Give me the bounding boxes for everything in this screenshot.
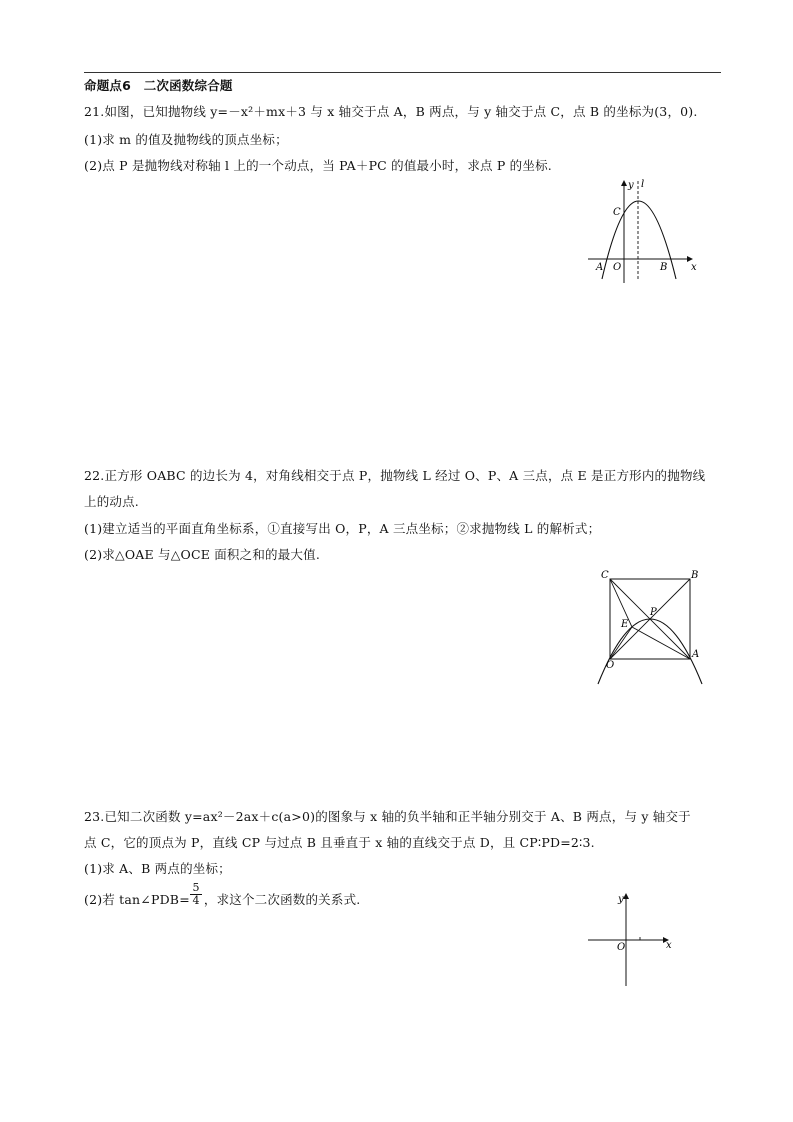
q22-part1: (1)建立适当的平面直角坐标系，①直接写出 O，P，A 三点坐标；②求抛物线 L 的解析式； <box>84 521 601 536</box>
q21-part1: (1)求 m 的值及抛物线的顶点坐标； <box>84 132 288 147</box>
q22-figure <box>594 566 706 688</box>
q21-label-B: B <box>660 262 668 273</box>
q23-part1: (1)求 A、B 两点的坐标； <box>84 861 231 876</box>
q21-label-l: l <box>641 179 645 190</box>
q22-segment-OE <box>610 627 632 659</box>
q22-label-B: B <box>691 570 699 581</box>
q23-label-O: O <box>617 942 626 953</box>
q23-part2-prefix: (2)若 tan∠PDB= <box>84 892 190 907</box>
q21-stem: 21.如图，已知抛物线 y=－x²＋mx＋3 与 x 轴交于点 A，B 两点，与 y 轴交于点 C，点 B 的坐标为(3，0). <box>84 104 698 119</box>
header-rule <box>84 72 721 73</box>
q23-fraction-denominator: 4 <box>192 894 200 907</box>
q22-parabola <box>598 619 702 684</box>
q23-part2-suffix: ，求这个二次函数的关系式. <box>203 892 361 907</box>
q22-label-A: A <box>692 649 700 660</box>
q22-part2: (2)求△OAE 与△OCE 面积之和的最大值. <box>84 547 320 562</box>
q21-label-A: A <box>596 262 604 273</box>
q22-label-C: C <box>601 570 609 581</box>
q21-label-O: O <box>613 262 622 273</box>
q23-label-x: x <box>666 940 672 951</box>
q23-fraction-numerator: 5 <box>190 882 202 895</box>
q23-stem-line1: 23.已知二次函数 y=ax²－2ax＋c(a>0)的图象与 x 轴的负半轴和正半轴分别交于 A、B 两点，与 y 轴交于 <box>84 809 691 824</box>
q23-label-y: y <box>618 894 624 905</box>
section-title: 命题点6 二次函数综合题 <box>84 78 233 93</box>
q22-stem-line1: 22.正方形 OABC 的边长为 4，对角线相交于点 P，抛物线 L 经过 O、P、A 三点，点 E 是正方形内的抛物线 <box>84 468 706 483</box>
q23-stem-line2: 点 C，它的顶点为 P，直线 CP 与过点 B 且垂直于 x 轴的直线交于点 D，且 CP∶PD=2∶3. <box>84 835 595 850</box>
q21-label-C: C <box>613 207 621 218</box>
q21-figure <box>584 175 704 285</box>
q22-label-E: E <box>621 619 629 630</box>
q22-label-O: O <box>606 660 615 671</box>
q21-part2: (2)点 P 是抛物线对称轴 l 上的一个动点，当 PA＋PC 的值最小时，求点 P 的坐标. <box>84 158 552 173</box>
q23-part2 <box>84 892 360 908</box>
q22-label-P: P <box>650 607 657 618</box>
q21-label-y: y <box>628 180 634 191</box>
q22-stem-line2: 上的动点. <box>84 494 139 509</box>
q23-figure <box>584 890 680 990</box>
q23-tan-fraction <box>190 882 202 907</box>
q21-label-x: x <box>691 262 697 273</box>
